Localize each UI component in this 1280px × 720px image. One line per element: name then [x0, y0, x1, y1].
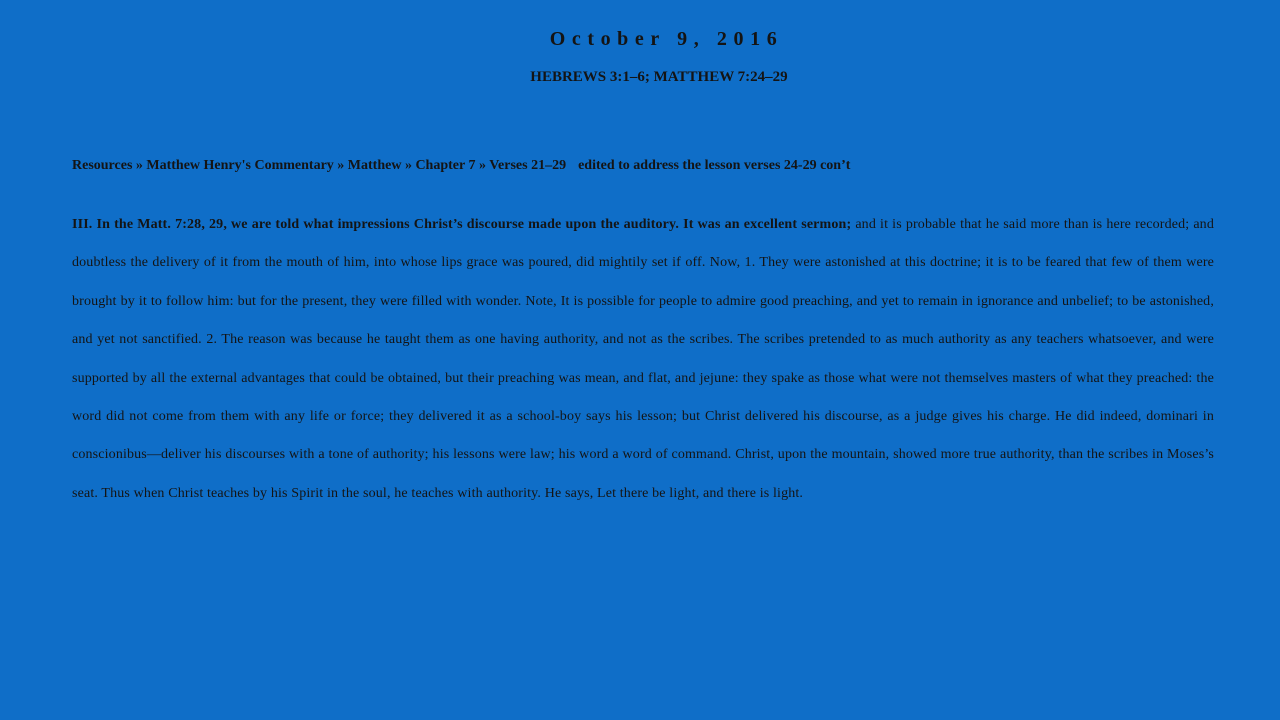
commentary-text: and it is probable that he said more than is here recorded; and doubtless the delivery of it from the mouth of him, into whose lips grace was poured, did mightily set if off. Now, 1. They were astonished at this doctrine; it is to be feared that few of them were brought by it to follow him: but for the present, they were filled with wonder. Note, It is possible for people to admire good preaching, and yet to remain in ignorance and unbelief; to be astonished, and yet not sanctified. 2. The reason was because he taught them as one having authority, and not as the scribes. The scribes pretended to as much authority as any teachers whatsoever, and were supported by all the external advantages that could be obtained, but their preaching was mean, and flat, and jejune: they spake as those what were not themselves masters of what they preached: the word did not come from them with any life or force; they delivered it as a school-boy says his lesson; but Christ delivered his discourse, as a judge gives his charge. He did indeed, dominari in conscionibus—deliver his discourses with a tone of authority; his lessons were law; his word a word of command. Christ, upon the mountain, showed more true authority, than the scribes in Moses’s seat. Thus when Christ teaches by his Spirit in the soul, he teaches with authority. He says, Let there be light, and there is light. [72, 217, 1214, 501]
resources-edit-note: edited to address the lesson verses 24-29 con’t [578, 158, 851, 173]
commentary-lead: III. In the Matt. 7:28, 29, we are told what impressions Christ’s discourse made upon the auditory. It was an excellent sermon; [72, 217, 852, 232]
resources-line [72, 157, 1214, 175]
commentary-paragraph [72, 206, 1214, 513]
scripture-reference: HEBREWS 3:1–6; MATTHEW 7:24–29 [530, 69, 788, 85]
slide-date: October 9, 2016 [549, 28, 784, 50]
resources-breadcrumb: Resources » Matthew Henry's Commentary » Matthew » Chapter 7 » Verses 21–29 [72, 158, 567, 173]
